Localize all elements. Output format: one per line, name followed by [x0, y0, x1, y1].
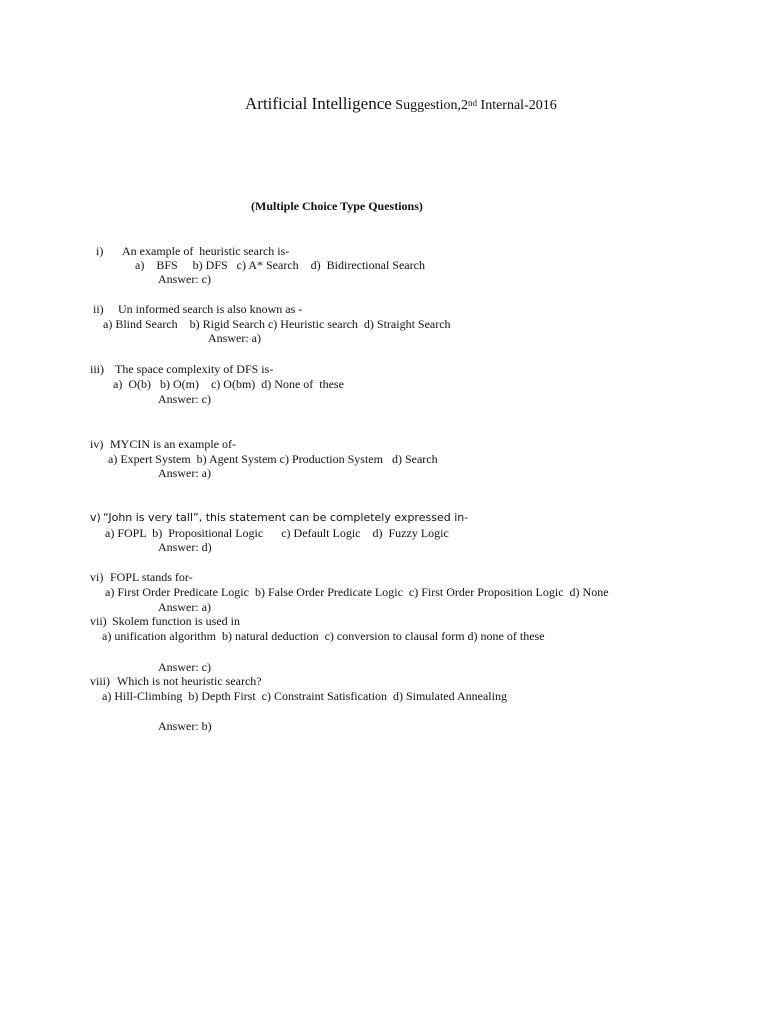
- title-main: Artificial Intelligence: [245, 94, 392, 113]
- question-5-text: “John is very tall”, this statement can be completely expressed in-: [103, 511, 469, 524]
- question-2-answer: Answer: a): [208, 331, 261, 345]
- question-1-options: a) BFS b) DFS c) A* Search d) Bidirectional Search: [135, 258, 425, 272]
- question-4-text: MYCIN is an example of-: [110, 437, 236, 451]
- question-6-number: vi): [90, 570, 104, 584]
- question-8-answer: Answer: b): [158, 719, 212, 733]
- question-3-answer: Answer: c): [158, 392, 211, 406]
- question-3-text: The space complexity of DFS is-: [115, 362, 274, 376]
- question-6-answer: Answer: a): [158, 600, 211, 614]
- question-4-options: a) Expert System b) Agent System c) Production System d) Search: [108, 452, 438, 466]
- question-2-options: a) Blind Search b) Rigid Search c) Heuristic search d) Straight Search: [103, 317, 451, 331]
- question-7-answer: Answer: c): [158, 660, 211, 674]
- question-7-text: Skolem function is used in: [112, 614, 240, 628]
- question-3-options: a) O(b) b) O(m) c) O(bm) d) None of these: [113, 377, 344, 391]
- question-8-text: Which is not heuristic search?: [117, 674, 262, 688]
- document-title: [245, 94, 557, 116]
- question-4-answer: Answer: a): [158, 466, 211, 480]
- question-3-number: iii): [90, 362, 104, 376]
- section-heading: (Multiple Choice Type Questions): [251, 199, 423, 213]
- title-suffix: Suggestion,2: [391, 98, 469, 113]
- question-6-options: a) First Order Predicate Logic b) False Order Predicate Logic c) First Order Proposition Logic d) None: [105, 585, 609, 599]
- question-1-number: i): [96, 244, 104, 258]
- question-2-number: ii): [93, 302, 104, 316]
- question-1-text: An example of heuristic search is-: [122, 244, 290, 258]
- question-6-text: FOPL stands for-: [110, 570, 193, 584]
- question-8-options: a) Hill-Climbing b) Depth First c) Constraint Satisfication d) Simulated Annealing: [102, 689, 507, 703]
- question-1-answer: Answer: c): [158, 272, 211, 286]
- question-5-number: v): [90, 511, 101, 524]
- question-5-options: a) FOPL b) Propositional Logic c) Default Logic d) Fuzzy Logic: [105, 526, 449, 540]
- question-7-number: vii): [90, 614, 107, 628]
- question-7-options: a) unification algorithm b) natural deduction c) conversion to clausal form d) none of these: [102, 629, 545, 643]
- title-superscript: nd: [468, 98, 478, 108]
- question-4-number: iv): [90, 437, 104, 451]
- question-2-text: Un informed search is also known as -: [118, 302, 303, 316]
- question-8-number: viii): [90, 674, 110, 688]
- question-5-answer: Answer: d): [158, 540, 212, 554]
- title-end: Internal-2016: [477, 98, 557, 113]
